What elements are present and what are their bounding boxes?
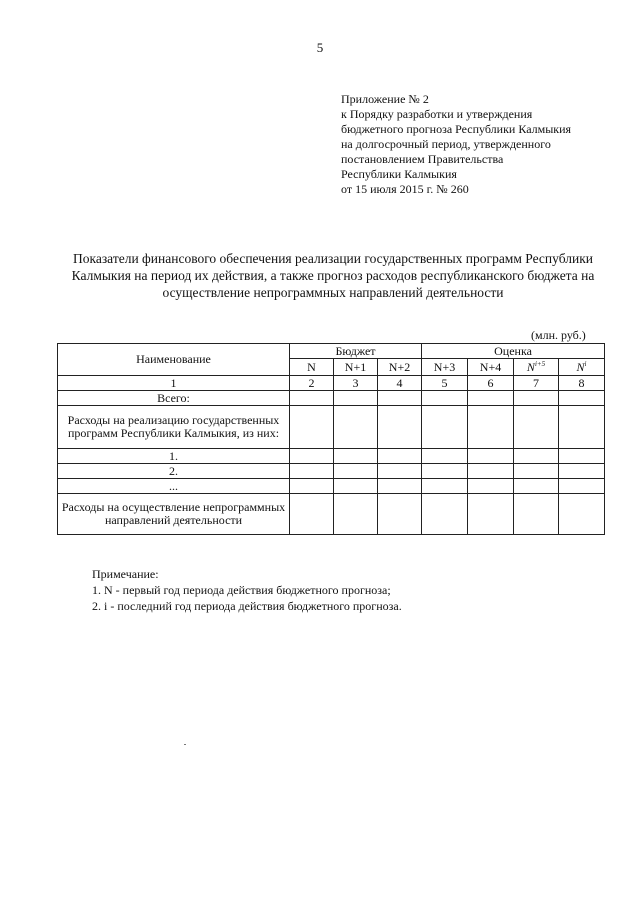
table-cell <box>290 406 334 449</box>
appendix-line: Приложение № 2 <box>341 92 429 106</box>
table-cell <box>378 494 422 535</box>
row-label-total: Всего: <box>58 391 290 406</box>
table-cell <box>422 391 468 406</box>
table-cell <box>378 449 422 464</box>
table-cell <box>334 391 378 406</box>
header-estimate: Оценка <box>422 344 605 359</box>
table-row-item-2 <box>58 464 605 479</box>
header-ni-sup: i <box>584 359 587 368</box>
table-cell <box>290 494 334 535</box>
appendix-line: к Порядку разработки и утверждения <box>341 107 533 121</box>
table-cell <box>468 479 514 494</box>
table-cell <box>468 494 514 535</box>
appendix-line: от 15 июля 2015 г. № 260 <box>341 182 469 196</box>
table-cell <box>468 406 514 449</box>
table-cell <box>468 449 514 464</box>
header-ni-base: N <box>576 359 585 374</box>
table-cell <box>378 391 422 406</box>
table-cell <box>290 464 334 479</box>
header-n1: N+1 <box>334 359 378 376</box>
column-number: 6 <box>468 376 514 391</box>
table-cell <box>378 464 422 479</box>
table-cell <box>422 479 468 494</box>
column-number: 2 <box>290 376 334 391</box>
notes-heading: Примечание: <box>92 567 159 581</box>
table-cell <box>468 464 514 479</box>
table-cell <box>334 479 378 494</box>
table-cell <box>514 449 559 464</box>
table-cell <box>422 464 468 479</box>
table-cell <box>514 494 559 535</box>
row-label-ellipsis: ... <box>58 479 290 494</box>
table-cell <box>559 406 605 449</box>
table-row-programs <box>58 406 605 449</box>
table-cell <box>422 406 468 449</box>
table-cell <box>559 391 605 406</box>
table-cell <box>559 479 605 494</box>
header-n: N <box>290 359 334 376</box>
header-ni5-base: N <box>526 359 535 374</box>
row-label-item-2: 2. <box>58 464 290 479</box>
header-ni5-sup: i+5 <box>534 359 546 368</box>
header-budget: Бюджет <box>290 344 422 359</box>
table-cell <box>514 391 559 406</box>
table-cell <box>290 479 334 494</box>
column-number: 1 <box>58 376 290 391</box>
header-ni5 <box>514 359 559 376</box>
table-row-total <box>58 391 605 406</box>
notes-block <box>92 566 612 614</box>
column-number: 7 <box>514 376 559 391</box>
column-number: 4 <box>378 376 422 391</box>
header-name: Наименование <box>58 344 290 376</box>
indicators-table <box>57 343 605 535</box>
header-n4: N+4 <box>468 359 514 376</box>
column-number: 3 <box>334 376 378 391</box>
table-cell <box>559 494 605 535</box>
header-ni <box>559 359 605 376</box>
table-row-ellipsis <box>58 479 605 494</box>
table-cell <box>422 494 468 535</box>
document-title: Показатели финансового обеспечения реализации государственных программ Республики Калмыкия на период их действия, а также прогноз расходов республиканского бюджета на осуществление непрограммных направлений деятельности <box>71 251 595 300</box>
table-cell <box>290 391 334 406</box>
table-cell <box>290 449 334 464</box>
appendix-line: постановлением Правительства <box>341 152 504 166</box>
header-n2: N+2 <box>378 359 422 376</box>
table-cell <box>378 406 422 449</box>
table-cell <box>378 479 422 494</box>
appendix-line: Республики Калмыкия <box>341 167 457 181</box>
column-number: 5 <box>422 376 468 391</box>
scan-speck <box>184 744 186 745</box>
row-label-item-1: 1. <box>58 449 290 464</box>
appendix-line: на долгосрочный период, утвержденного <box>341 137 551 151</box>
appendix-line: бюджетного прогноза Республики Калмыкия <box>341 122 572 136</box>
table-cell <box>559 449 605 464</box>
column-number-row <box>58 376 605 391</box>
header-n3: N+3 <box>422 359 468 376</box>
table-cell <box>334 449 378 464</box>
table-cell <box>334 464 378 479</box>
table-cell <box>468 391 514 406</box>
table-cell <box>334 494 378 535</box>
note-item: 1. N - первый год периода действия бюджетного прогноза; <box>92 583 391 597</box>
units-label: (млн. руб.) <box>531 328 586 342</box>
table-cell <box>559 464 605 479</box>
row-label-nonprogram: Расходы на осуществление непрограммных направлений деятельности <box>58 494 290 535</box>
table-cell <box>422 449 468 464</box>
table-cell <box>514 464 559 479</box>
table-row-nonprogram <box>58 494 605 535</box>
table-cell <box>334 406 378 449</box>
table-cell <box>514 479 559 494</box>
row-label-programs: Расходы на реализацию государственных программ Республики Калмыкия, из них: <box>58 406 290 449</box>
header-row-groups <box>58 344 605 359</box>
table-cell <box>514 406 559 449</box>
table-row-item-1 <box>58 449 605 464</box>
column-number: 8 <box>559 376 605 391</box>
note-item: 2. i - последний год периода действия бюджетного прогноза. <box>92 599 402 613</box>
appendix-block <box>341 92 631 197</box>
page-number: 5 <box>316 40 324 55</box>
